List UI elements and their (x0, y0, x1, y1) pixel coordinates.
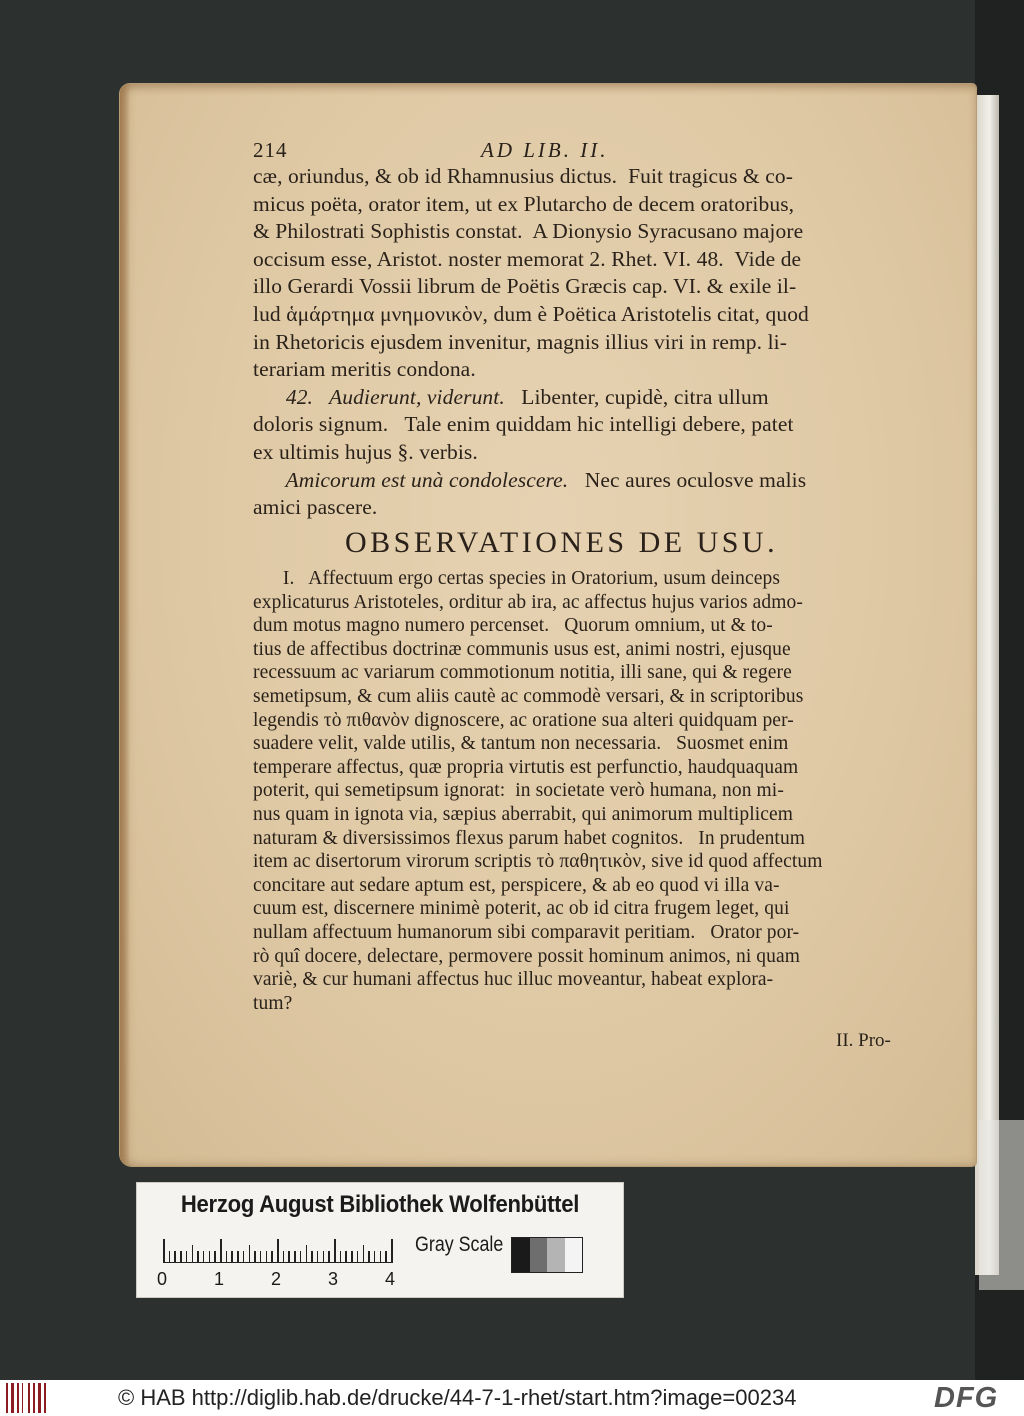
text-line: semetipsum, & cum aliis cautè ac commodè versari, & in scriptoribus (253, 686, 804, 707)
scale-numbers (157, 1269, 417, 1291)
text-line: concitare aut sedare aptum est, perspicere, & ab eo quod vi illa va- (253, 874, 780, 896)
section-heading: OBSERVATIONES DE USU. (345, 526, 779, 559)
text-line: nullam affectuum humanorum sibi comparavit peritiam. Orator por- (253, 922, 800, 943)
text-line: explicaturus Aristoteles, orditur ab ira, ac affectus hujus varios admo- (253, 591, 803, 613)
line-text: amici pascere. (253, 495, 378, 520)
scale-number: 1 (214, 1269, 225, 1289)
gray-swatch (512, 1238, 530, 1272)
copyright-url[interactable]: © HAB http://diglib.hab.de/drucke/44-7-1-rhet/start.htm?image=00234 (118, 1385, 797, 1410)
ruler-tick (334, 1239, 336, 1263)
page-edge-shadow (120, 84, 130, 1166)
ruler-tick (340, 1251, 342, 1263)
ruler-tick (317, 1251, 319, 1263)
ruler-tick (385, 1251, 387, 1263)
ruler-tick (391, 1239, 393, 1263)
footer-bar (0, 1380, 1024, 1416)
line-text: terariam meritis condona. (253, 357, 476, 382)
ruler-tick (277, 1239, 279, 1263)
ruler-tick (197, 1251, 199, 1263)
barcode-bar (17, 1383, 19, 1413)
catchword: II. Pro- (836, 1030, 891, 1051)
library-label (136, 1182, 624, 1298)
scale-number: 0 (157, 1269, 168, 1289)
gray-scale-label: Gray Scale (415, 1233, 504, 1256)
book-page (120, 84, 976, 1166)
scale-number: 4 (385, 1269, 396, 1289)
dfg-logo: DFG (934, 1382, 999, 1414)
text-line: suadere velit, valde utilis, & tantum non necessaria. Suosmet enim (253, 733, 789, 755)
ruler-tick (351, 1251, 353, 1263)
ruler-tick (294, 1251, 296, 1263)
text-line: item ac disertorum virorum scriptis τὸ παθητικὸν, sive id quod affectum (253, 851, 823, 873)
barcode-bar (11, 1383, 14, 1413)
ruler-tick (300, 1251, 302, 1263)
adjacent-page-edge (975, 95, 999, 1275)
text-line: rò quî docere, delectare, permovere possit hominum animos, ni quam (253, 945, 801, 967)
page-number: 214 (253, 138, 288, 162)
ruler-tick (266, 1251, 268, 1263)
text-line: nus quam in ignota via, sæpius aberrabit, qui animorum multiplicem (253, 804, 794, 825)
text-line: tius de affectibus doctrinæ communis usus est, animi nostri, ejusque (253, 638, 791, 660)
ruler-tick (174, 1251, 176, 1263)
ruler-tick (328, 1251, 330, 1263)
text-line: cuum est, discernere minimè poterit, ac ob id citra frugem leget, qui (253, 898, 790, 920)
line-text: Libenter, cupidè, citra ullum (521, 384, 769, 409)
ruler-tick (271, 1251, 273, 1263)
text-line: dum motus magno numero percenset. Quorum omnium, ut & to- (253, 615, 773, 637)
italic-lemma: 42. Audierunt, viderunt. (253, 384, 522, 409)
ruler-tick (311, 1251, 313, 1263)
ruler-tick (220, 1239, 222, 1263)
line-text: Nec aures oculosve malis (584, 467, 807, 492)
ruler-tick (374, 1251, 376, 1263)
library-name: Herzog August Bibliothek Wolfenbüttel (180, 1191, 580, 1218)
gray-swatch (565, 1238, 583, 1272)
running-head: AD LIB. II. (481, 138, 609, 162)
text-line: I. Affectuum ergo certas species in Oratorium, usum deinceps (253, 568, 781, 589)
ruler-tick (345, 1251, 347, 1263)
text-line: tum? (253, 992, 293, 1014)
ruler-tick (368, 1251, 370, 1263)
barcode-bar (28, 1383, 30, 1413)
ruler-tick (214, 1251, 216, 1263)
barcode-bar (44, 1383, 46, 1413)
gray-scale-swatches (511, 1237, 583, 1273)
ruler-tick (249, 1245, 251, 1263)
ruler-tick (186, 1251, 188, 1263)
line-text: & Philostrati Sophistis constat. A Dionysio Syracusano majore (253, 219, 804, 244)
ruler-tick (169, 1251, 171, 1263)
line-text: doloris signum. Tale enim quiddam hic intelligi debere, patet (253, 412, 794, 437)
ruler-tick (323, 1251, 325, 1263)
line-text: occisum esse, Aristot. noster memorat 2. Rhet. VI. 48. Vide de (253, 246, 802, 271)
adjacent-page-overlay (979, 1120, 1024, 1290)
ruler-tick (226, 1251, 228, 1263)
ruler-tick (306, 1245, 308, 1263)
barcode-bar (6, 1383, 8, 1413)
ruler-tick (283, 1251, 285, 1263)
line-text: lud ἁμάρτημα μνημονικὸν, dum è Poëtica Aristotelis citat, quod (253, 302, 809, 326)
ruler-tick (203, 1251, 205, 1263)
ruler-tick (192, 1245, 194, 1263)
ruler-tick (237, 1251, 239, 1263)
gray-swatch (530, 1238, 548, 1272)
line-text: ex ultimis hujus §. verbis. (253, 440, 478, 464)
ruler-tick (380, 1251, 382, 1263)
ruler-tick (363, 1245, 365, 1263)
ruler-tick (357, 1251, 359, 1263)
ruler-tick (288, 1251, 290, 1263)
ruler-tick (254, 1251, 256, 1263)
barcode-bar (38, 1383, 41, 1413)
line-text: micus poëta, orator item, ut ex Plutarcho de decem oratoribus, (253, 191, 795, 216)
line-text: in Rhetoricis ejusdem invenitur, magnis illius viri in remp. li- (253, 329, 788, 354)
text-line: legendis τὸ πιθανὸν dignoscere, ac oratione sua alteri quidquam per- (253, 709, 794, 731)
ruler-tick (180, 1251, 182, 1263)
text-line: poterit, qui semetipsum ignorat: in societate verò humana, non mi- (253, 780, 784, 802)
italic-lemma: Amicorum est unà condolescere. (253, 467, 585, 492)
text-line: naturam & diversissimos flexus parum habet cognitos. In prudentum (253, 827, 806, 849)
hab-barcode-logo (6, 1383, 46, 1413)
ruler-tick (209, 1251, 211, 1263)
scale-ruler (163, 1237, 393, 1263)
adjacent-page-strip (975, 0, 1024, 1380)
line-text: illo Gerardi Vossii librum de Poëtis Græcis cap. VI. & exile il- (253, 274, 797, 299)
text-line: recessuum ac variarum commotionum notitia, illi sane, qui & regere (253, 662, 792, 684)
text-line: variè, & cur humani affectus huc illuc moveantur, habeat explora- (253, 969, 774, 991)
barcode-bar (33, 1383, 35, 1413)
ruler-tick (243, 1251, 245, 1263)
text-line: temperare affectus, quæ propria virtutis est perfunctio, haudquaquam (253, 756, 799, 778)
line-text: cæ, oriundus, & ob id Rhamnusius dictus. Fuit tragicus & co- (253, 164, 793, 188)
ruler-tick (231, 1251, 233, 1263)
scale-number: 3 (328, 1269, 339, 1289)
scale-number: 2 (271, 1269, 282, 1289)
ruler-tick (260, 1251, 262, 1263)
barcode-bar (22, 1383, 23, 1413)
ruler-tick (163, 1239, 165, 1263)
gray-swatch (547, 1238, 565, 1272)
